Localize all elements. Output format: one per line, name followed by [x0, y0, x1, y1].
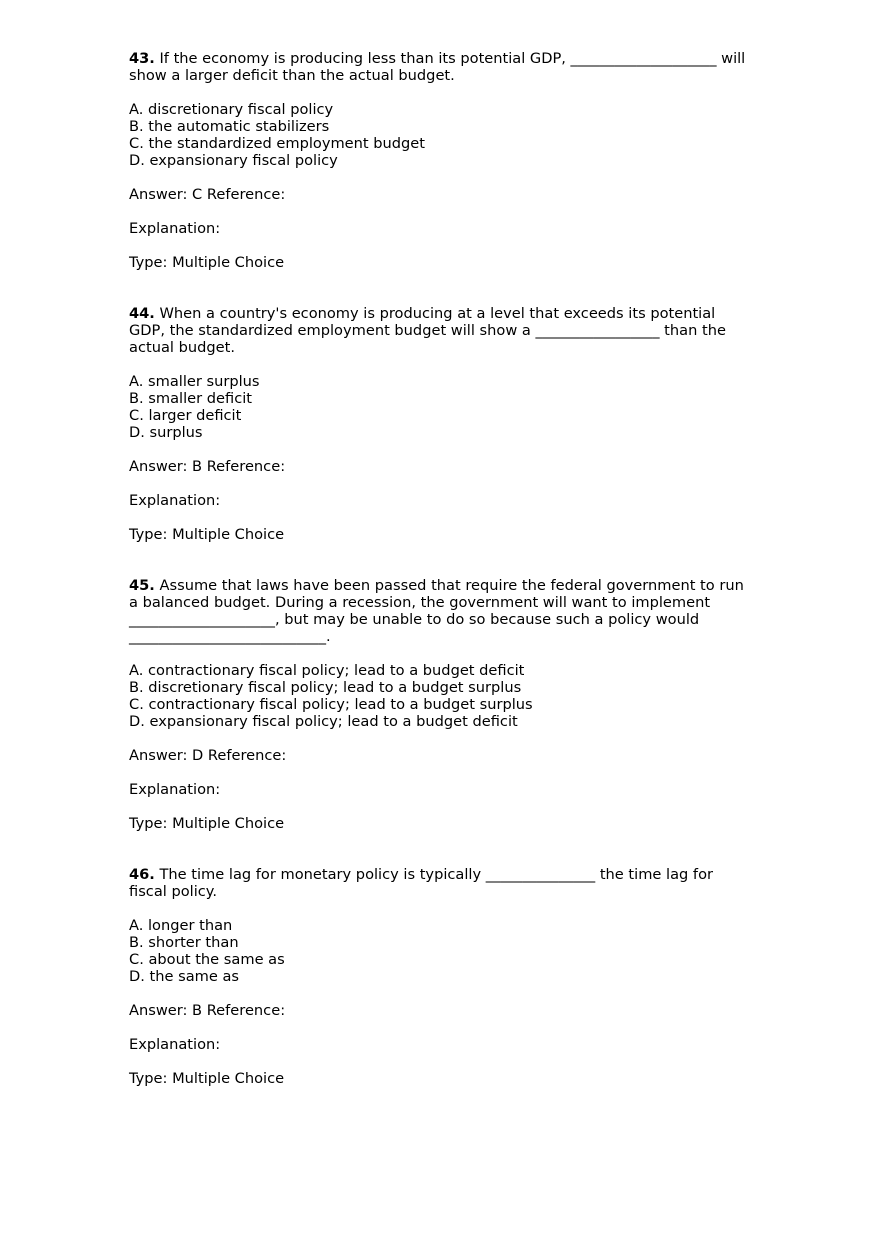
answer-line: Answer: B Reference:	[129, 1002, 286, 1019]
question-stem	[129, 866, 754, 900]
choice-list	[129, 101, 754, 169]
choice-b: B. discretionary fiscal policy; lead to a budget surplus	[129, 679, 522, 696]
question-text: If the economy is producing less than its potential GDP, ____________________ will show a larger deficit than the actual budget.	[129, 50, 746, 84]
question-text: When a country's economy is producing at a level that exceeds its potential GDP, the standardized employment budget will show a _________________ than the actual budget.	[129, 305, 726, 356]
question-text: Assume that laws have been passed that require the federal government to run a balanced budget. During a recession, the government will want to implement ____________________, but may be unable to do so because such a policy would ___________________________.	[129, 577, 744, 645]
explanation-line: Explanation:	[129, 1036, 221, 1053]
choice-c: C. larger deficit	[129, 407, 242, 424]
choice-c: C. the standardized employment budget	[129, 135, 426, 152]
type-line: Type: Multiple Choice	[129, 815, 285, 832]
choice-list	[129, 662, 754, 730]
question-spacer	[129, 271, 754, 305]
question-spacer	[129, 543, 754, 577]
answer-line: Answer: B Reference:	[129, 458, 286, 475]
choice-b: B. smaller deficit	[129, 390, 253, 407]
question-stem	[129, 305, 754, 356]
choice-list	[129, 373, 754, 441]
type-line: Type: Multiple Choice	[129, 526, 285, 543]
question-46	[129, 866, 754, 1087]
choice-a: A. longer than	[129, 917, 233, 934]
explanation-line: Explanation:	[129, 220, 221, 237]
question-text: The time lag for monetary policy is typically _______________ the time lag for fiscal policy.	[129, 866, 713, 900]
choice-c: C. contractionary fiscal policy; lead to a budget surplus	[129, 696, 533, 713]
choice-b: B. the automatic stabilizers	[129, 118, 330, 135]
question-stem	[129, 577, 754, 645]
explanation-line: Explanation:	[129, 781, 221, 798]
question-number: 45.	[129, 577, 155, 594]
question-44	[129, 305, 754, 543]
question-number: 43.	[129, 50, 155, 67]
choice-d: D. surplus	[129, 424, 203, 441]
question-43	[129, 50, 754, 271]
answer-line: Answer: D Reference:	[129, 747, 287, 764]
choice-a: A. smaller surplus	[129, 373, 260, 390]
answer-line: Answer: C Reference:	[129, 186, 286, 203]
question-45	[129, 577, 754, 832]
question-stem	[129, 50, 754, 84]
choice-d: D. expansionary fiscal policy	[129, 152, 338, 169]
choice-c: C. about the same as	[129, 951, 285, 968]
choice-d: D. the same as	[129, 968, 240, 985]
document-page	[129, 50, 754, 1087]
choice-a: A. discretionary fiscal policy	[129, 101, 334, 118]
explanation-line: Explanation:	[129, 492, 221, 509]
type-line: Type: Multiple Choice	[129, 254, 285, 271]
choice-b: B. shorter than	[129, 934, 239, 951]
question-spacer	[129, 832, 754, 866]
question-number: 46.	[129, 866, 155, 883]
question-number: 44.	[129, 305, 155, 322]
choice-a: A. contractionary fiscal policy; lead to a budget deficit	[129, 662, 525, 679]
choice-list	[129, 917, 754, 985]
type-line: Type: Multiple Choice	[129, 1070, 285, 1087]
choice-d: D. expansionary fiscal policy; lead to a budget deficit	[129, 713, 518, 730]
